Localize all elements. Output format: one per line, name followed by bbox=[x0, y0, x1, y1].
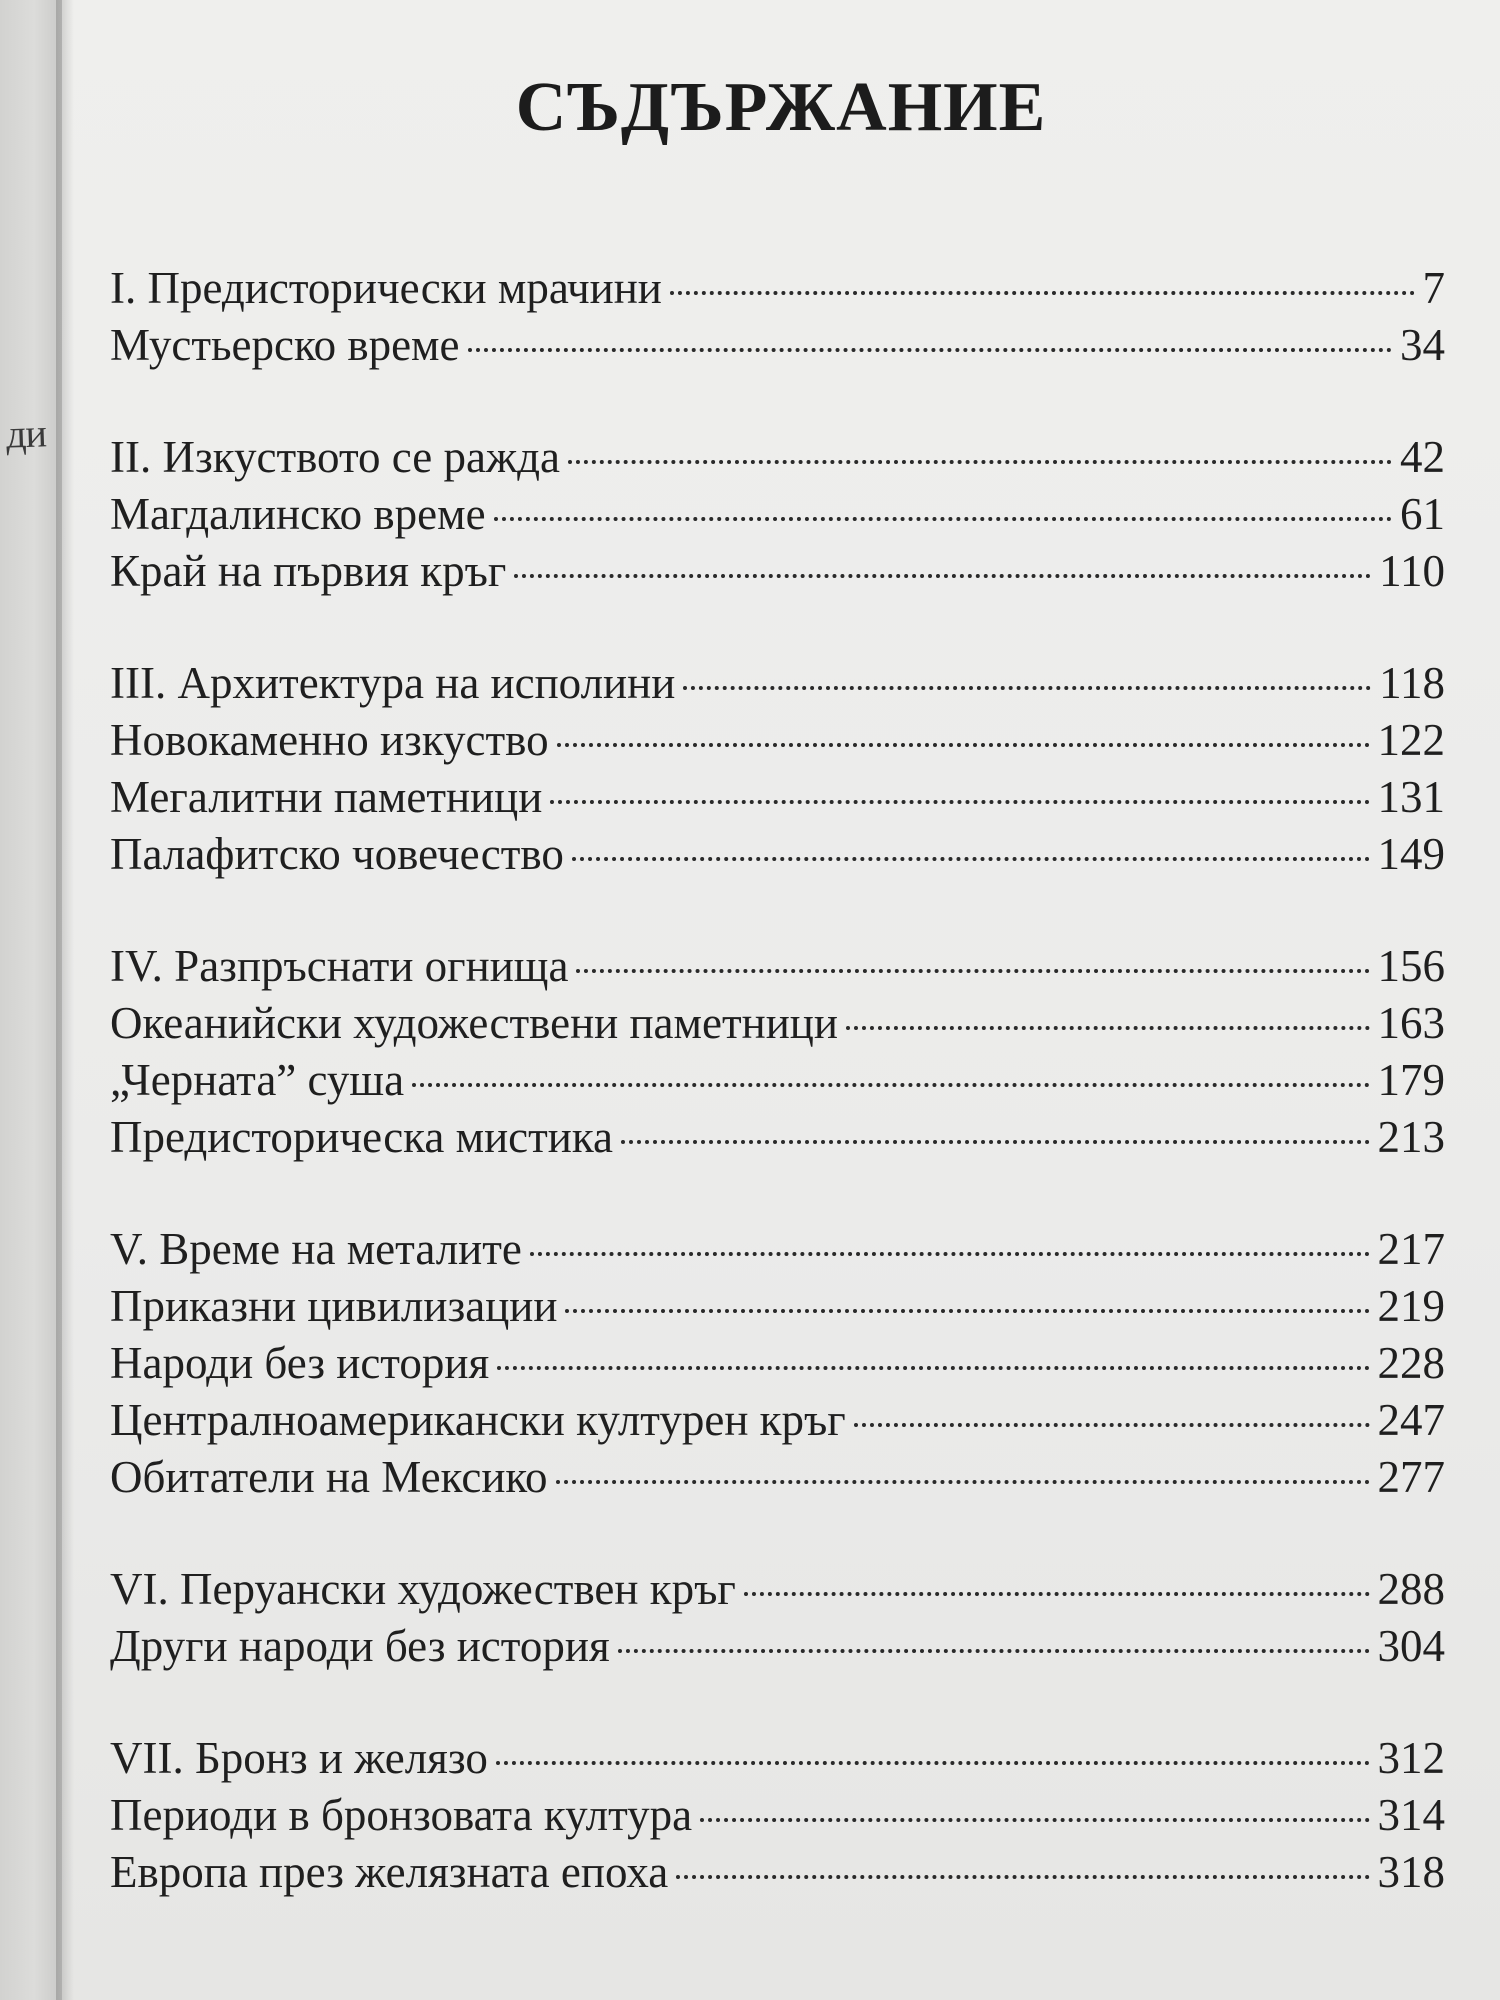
toc-entry bbox=[110, 714, 1445, 771]
toc-section bbox=[110, 1223, 1445, 1508]
toc-entry-title: VI. Перуански художествен кръг bbox=[110, 1564, 736, 1614]
dot-leader bbox=[494, 517, 1392, 521]
toc-entry bbox=[110, 1337, 1445, 1394]
toc-entry bbox=[110, 828, 1445, 885]
toc-entry bbox=[110, 1054, 1445, 1111]
dot-leader bbox=[670, 291, 1415, 295]
toc-entry-title: V. Време на металите bbox=[110, 1224, 522, 1274]
dot-leader bbox=[550, 800, 1369, 804]
toc-entry-page-number: 312 bbox=[1377, 1733, 1445, 1783]
toc-entry-title: Предисторическа мистика bbox=[110, 1112, 614, 1162]
toc-entry-page-number: 318 bbox=[1377, 1847, 1445, 1897]
book-gutter bbox=[0, 0, 62, 2000]
dot-leader bbox=[412, 1083, 1369, 1087]
dot-leader bbox=[700, 1818, 1369, 1822]
toc-entry bbox=[110, 1280, 1445, 1337]
toc-entry bbox=[110, 1451, 1445, 1508]
toc-entry-title: Периоди в бронзовата култура bbox=[110, 1790, 693, 1840]
toc-entry-title: Новокаменно изкуство bbox=[110, 715, 549, 765]
facing-page-text-fragment: ди bbox=[5, 410, 47, 457]
dot-leader bbox=[514, 574, 1371, 578]
table-of-contents bbox=[110, 262, 1445, 1958]
toc-entry-page-number: 247 bbox=[1377, 1395, 1445, 1445]
toc-section bbox=[110, 657, 1445, 885]
toc-entry bbox=[110, 1223, 1445, 1280]
dot-leader bbox=[621, 1140, 1369, 1144]
dot-leader bbox=[576, 969, 1369, 973]
toc-entry-page-number: 42 bbox=[1400, 432, 1445, 482]
toc-entry-title: Други народи без история bbox=[110, 1621, 610, 1671]
toc-entry-title: IV. Разпръснати огнища bbox=[110, 941, 569, 991]
dot-leader bbox=[676, 1875, 1369, 1879]
toc-entry-page-number: 131 bbox=[1377, 772, 1445, 822]
dot-leader bbox=[556, 1480, 1370, 1484]
dot-leader bbox=[568, 460, 1392, 464]
toc-entry bbox=[110, 431, 1445, 488]
toc-entry-title: VII. Бронз и желязо bbox=[110, 1733, 488, 1783]
toc-entry-page-number: 277 bbox=[1377, 1452, 1445, 1502]
dot-leader bbox=[846, 1026, 1370, 1030]
toc-entry bbox=[110, 657, 1445, 714]
dot-leader bbox=[744, 1592, 1370, 1596]
toc-entry-title: „Черната” суша bbox=[110, 1055, 405, 1105]
toc-entry bbox=[110, 1789, 1445, 1846]
dot-leader bbox=[683, 686, 1371, 690]
toc-entry bbox=[110, 545, 1445, 602]
toc-entry bbox=[110, 940, 1445, 997]
toc-entry-title: Океанийски художествени паметници bbox=[110, 998, 838, 1048]
toc-entry-title: II. Изкуството се ражда bbox=[110, 432, 560, 482]
toc-entry-page-number: 149 bbox=[1377, 829, 1445, 879]
page-title: СЪДЪРЖАНИЕ bbox=[515, 69, 1047, 146]
toc-entry-page-number: 219 bbox=[1377, 1281, 1445, 1331]
toc-entry-title: Централноамерикански културен кръг bbox=[110, 1395, 846, 1445]
toc-entry-page-number: 118 bbox=[1379, 658, 1445, 708]
toc-entry-title: III. Архитектура на исполини bbox=[110, 658, 676, 708]
toc-entry-page-number: 314 bbox=[1377, 1790, 1445, 1840]
dot-leader bbox=[468, 348, 1393, 352]
dot-leader bbox=[497, 1366, 1369, 1370]
toc-entry-page-number: 34 bbox=[1400, 320, 1445, 370]
toc-entry-title: Приказни цивилизации bbox=[110, 1281, 558, 1331]
toc-section bbox=[110, 1563, 1445, 1677]
dot-leader bbox=[618, 1649, 1370, 1653]
toc-entry-title: Народи без история bbox=[110, 1338, 490, 1388]
toc-entry bbox=[110, 1620, 1445, 1677]
toc-entry-title: Мегалитни паметници bbox=[110, 772, 543, 822]
toc-section bbox=[110, 1732, 1445, 1903]
toc-entry-title: Европа през желязната епоха bbox=[110, 1847, 669, 1897]
toc-entry-page-number: 122 bbox=[1377, 715, 1445, 765]
toc-entry-page-number: 213 bbox=[1377, 1112, 1445, 1162]
book-page bbox=[62, 0, 1500, 2000]
toc-entry-title: Мустьерско време bbox=[110, 320, 460, 370]
toc-entry-page-number: 228 bbox=[1377, 1338, 1445, 1388]
toc-entry-page-number: 179 bbox=[1377, 1055, 1445, 1105]
dot-leader bbox=[572, 857, 1370, 861]
toc-entry bbox=[110, 1563, 1445, 1620]
toc-entry-page-number: 163 bbox=[1377, 998, 1445, 1048]
toc-entry bbox=[110, 262, 1445, 319]
toc-entry bbox=[110, 488, 1445, 545]
dot-leader bbox=[854, 1423, 1370, 1427]
toc-entry-page-number: 110 bbox=[1379, 546, 1445, 596]
toc-section bbox=[110, 262, 1445, 376]
toc-entry-page-number: 288 bbox=[1377, 1564, 1445, 1614]
gutter-shadow bbox=[56, 0, 74, 2000]
toc-entry-page-number: 217 bbox=[1377, 1224, 1445, 1274]
toc-entry bbox=[110, 1394, 1445, 1451]
toc-entry-title: Обитатели на Мексико bbox=[110, 1452, 548, 1502]
toc-entry-page-number: 304 bbox=[1377, 1621, 1445, 1671]
toc-entry-title: Палафитско човечество bbox=[110, 829, 564, 879]
toc-entry-title: Магдалинско време bbox=[110, 489, 486, 539]
toc-entry bbox=[110, 319, 1445, 376]
toc-entry-page-number: 156 bbox=[1377, 941, 1445, 991]
toc-entry-title: I. Предисторически мрачини bbox=[110, 263, 662, 313]
toc-entry bbox=[110, 771, 1445, 828]
toc-entry bbox=[110, 997, 1445, 1054]
toc-entry-page-number: 61 bbox=[1400, 489, 1445, 539]
toc-entry bbox=[110, 1732, 1445, 1789]
dot-leader bbox=[496, 1761, 1370, 1765]
dot-leader bbox=[565, 1309, 1369, 1313]
toc-entry-page-number: 7 bbox=[1422, 263, 1445, 313]
toc-section bbox=[110, 940, 1445, 1168]
dot-leader bbox=[530, 1252, 1370, 1256]
toc-entry bbox=[110, 1846, 1445, 1903]
toc-entry-title: Край на първия кръг bbox=[110, 546, 507, 596]
toc-entry bbox=[110, 1111, 1445, 1168]
dot-leader bbox=[557, 743, 1370, 747]
toc-section bbox=[110, 431, 1445, 602]
